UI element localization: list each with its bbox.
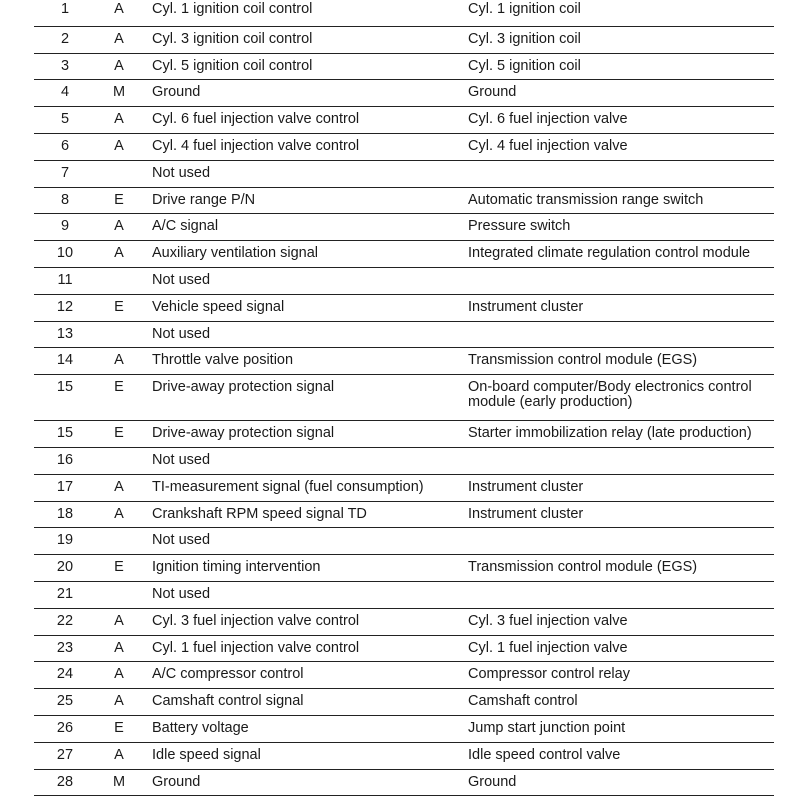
table-row (34, 348, 774, 375)
table-row (34, 689, 774, 716)
signal-description: Not used (152, 164, 211, 181)
signal-description: Cyl. 1 fuel injection valve control (152, 639, 360, 656)
pin-number: 25 (56, 693, 74, 710)
table-row (34, 636, 774, 663)
signal-type: A (114, 505, 124, 522)
table-row (34, 421, 774, 448)
signal-description: Cyl. 1 ignition coil control (152, 1, 313, 17)
signal-description: Cyl. 3 fuel injection valve control (152, 612, 360, 629)
pin-number: 17 (56, 478, 74, 495)
signal-description: Drive-away protection signal (152, 425, 335, 442)
signal-type: A (114, 1, 124, 17)
table-row (34, 188, 774, 215)
signal-description: TI-measurement signal (fuel consumption) (152, 478, 424, 495)
signal-description: Not used (152, 585, 211, 602)
pin-number: 10 (56, 245, 74, 262)
signal-type: E (114, 425, 124, 442)
signal-description: Ground (152, 773, 201, 790)
table-row (34, 662, 774, 689)
connected-component: Idle speed control valve (468, 746, 621, 763)
pin-number: 9 (60, 218, 70, 235)
signal-type: E (114, 298, 124, 315)
table-row (34, 716, 774, 743)
pin-number: 26 (56, 719, 74, 736)
signal-type: A (114, 245, 124, 262)
connected-component: Cyl. 3 fuel injection valve (468, 612, 628, 629)
connected-component: Cyl. 6 fuel injection valve (468, 111, 628, 128)
signal-description: Crankshaft RPM speed signal TD (152, 505, 367, 522)
signal-type: A (114, 137, 124, 154)
signal-description: A/C compressor control (152, 666, 304, 683)
table-row (34, 322, 774, 349)
connected-component: Compressor control relay (468, 666, 630, 683)
table-row (34, 555, 774, 582)
signal-description: Auxiliary ventilation signal (152, 245, 319, 262)
pin-number: 21 (56, 585, 74, 602)
table-row (34, 295, 774, 322)
table-row (34, 161, 774, 188)
signal-type: A (114, 478, 124, 495)
signal-description: Camshaft control signal (152, 693, 304, 710)
signal-description: Idle speed signal (152, 746, 261, 763)
signal-type: M (112, 84, 126, 101)
signal-description: Vehicle speed signal (152, 298, 285, 315)
pin-number: 28 (56, 773, 74, 790)
pin-number: 3 (60, 57, 70, 74)
pin-number: 15 (56, 379, 74, 396)
connected-component: Automatic transmission range switch (468, 191, 704, 208)
signal-type: A (114, 218, 124, 235)
table-row (34, 80, 774, 107)
signal-type: A (114, 746, 124, 763)
connected-component: Instrument cluster (468, 298, 584, 315)
pin-number: 5 (60, 111, 70, 128)
signal-type: A (114, 30, 124, 47)
connected-component: Cyl. 3 ignition coil (468, 30, 581, 47)
signal-description: Drive-away protection signal (152, 379, 335, 396)
table-row (34, 743, 774, 770)
pin-number: 2 (60, 30, 70, 47)
table-row (34, 448, 774, 475)
signal-description: Cyl. 3 ignition coil control (152, 30, 313, 47)
connected-component: Starter immobilization relay (late production) (468, 425, 752, 442)
pin-number: 4 (60, 84, 70, 101)
connected-component: Camshaft control (468, 693, 578, 710)
pin-number: 12 (56, 298, 74, 315)
connected-component: Instrument cluster (468, 478, 584, 495)
table-row (34, 375, 774, 421)
signal-type: A (114, 612, 124, 629)
connected-component: Ground (468, 84, 517, 101)
table-row (34, 214, 774, 241)
connected-component: Transmission control module (EGS) (468, 559, 698, 576)
signal-description: Ground (152, 84, 201, 101)
table-row (34, 609, 774, 636)
signal-type: M (112, 773, 126, 790)
signal-description: A/C signal (152, 218, 219, 235)
table-row (34, 134, 774, 161)
table-row (34, 107, 774, 134)
pin-number: 8 (60, 191, 70, 208)
table-row (34, 0, 774, 27)
table-row (34, 54, 774, 81)
connected-component: Transmission control module (EGS) (468, 352, 698, 369)
connected-component: Integrated climate regulation control module (468, 245, 751, 262)
signal-type: A (114, 111, 124, 128)
signal-type: E (114, 719, 124, 736)
table-row (34, 770, 774, 797)
signal-description: Not used (152, 451, 211, 468)
connected-component: Pressure switch (468, 218, 571, 235)
pin-number: 11 (57, 271, 73, 288)
signal-description: Throttle valve position (152, 352, 294, 369)
signal-type: A (114, 352, 124, 369)
pin-number: 27 (56, 746, 74, 763)
connected-component: Jump start junction point (468, 719, 626, 736)
pin-number: 14 (56, 352, 74, 369)
signal-type: E (114, 379, 124, 396)
pin-number: 7 (60, 164, 70, 181)
table-row (34, 475, 774, 502)
signal-description: Battery voltage (152, 719, 249, 736)
pin-assignment-table (34, 0, 774, 796)
table-row (34, 27, 774, 54)
table-row (34, 241, 774, 268)
pin-number: 13 (56, 325, 74, 342)
table-row (34, 528, 774, 555)
connected-component: Cyl. 4 fuel injection valve (468, 137, 628, 154)
pin-number: 15 (56, 425, 74, 442)
signal-description: Not used (152, 325, 211, 342)
signal-description: Ignition timing intervention (152, 559, 321, 576)
table-row (34, 268, 774, 295)
pin-number: 1 (60, 1, 70, 17)
pin-number: 22 (56, 612, 74, 629)
signal-type: E (114, 559, 124, 576)
pin-number: 6 (60, 137, 70, 154)
table-row (34, 502, 774, 529)
pin-number: 20 (56, 559, 74, 576)
signal-description: Cyl. 6 fuel injection valve control (152, 111, 360, 128)
connected-component: On-board computer/Body electronics control module (early production) (468, 379, 752, 411)
signal-description: Drive range P/N (152, 191, 256, 208)
pin-number: 24 (56, 666, 74, 683)
signal-description: Not used (152, 271, 211, 288)
signal-type: A (114, 639, 124, 656)
connected-component: Cyl. 5 ignition coil (468, 57, 581, 74)
signal-type: A (114, 57, 124, 74)
connected-component: Cyl. 1 fuel injection valve (468, 639, 628, 656)
pin-number: 19 (56, 532, 74, 549)
connected-component: Instrument cluster (468, 505, 584, 522)
signal-description: Cyl. 4 fuel injection valve control (152, 137, 360, 154)
pin-number: 18 (56, 505, 74, 522)
connected-component: Cyl. 1 ignition coil (468, 1, 581, 17)
table-row (34, 582, 774, 609)
signal-description: Not used (152, 532, 211, 549)
pin-number: 23 (56, 639, 74, 656)
signal-type: A (114, 666, 124, 683)
signal-type: A (114, 693, 124, 710)
signal-description: Cyl. 5 ignition coil control (152, 57, 313, 74)
connected-component: Ground (468, 773, 517, 790)
pin-number: 16 (56, 451, 74, 468)
signal-type: E (114, 191, 124, 208)
